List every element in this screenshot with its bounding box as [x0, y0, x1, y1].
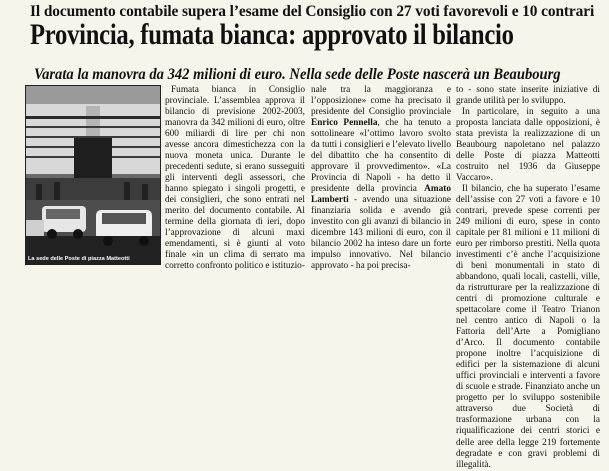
article-column-3	[456, 85, 600, 471]
name-amato-lamberti: Amato Lamberti	[311, 184, 452, 206]
subhead: Varata la manovra da 342 milioni di euro. Nella sede delle Poste nascerà un Beaubourg	[34, 66, 561, 83]
column-3-paragraph-1: to - sono state inserite iniziative di grande utilità per lo sviluppo.	[456, 85, 600, 107]
column-2-text-a: nale tra la maggioranza e l’opposizione» come ha precisato il presidente del Consiglio provinciale	[311, 85, 451, 118]
kicker: Il documento contabile supera l’esame del Consiglio con 27 voti favorevoli e 10 contrari	[30, 3, 595, 20]
column-3-paragraph-2: In particolare, in seguito a una proposta lanciata dalle opposizioni, è stata prevista la realizzazione di un Beaubourg napoletano nel palazzo delle Poste di piazza Matteotti costruito nel 1936 da Giuseppe Vaccaro».	[456, 107, 600, 184]
column-1-text: Fumata bianca in Consiglio provinciale. L’assemblea approva il bilancio di previsione 2002-2003, manovra da 342 milioni di euro, oltre 600 miliardi di lire per chi non avesse ancora dimestichezza con la nuova moneta unica. Durante le precedenti sedute, si erano susseguiti gli interventi degli assessori, che hanno spiegato i singoli progetti, e dei consiglieri, che sono entrati nel merito del documento contabile. Al termine della giornata di ieri, dopo l’approvazione di alcuni maxi emendamenti, si è giunti al voto finale «in un clima di serrato ma corretto confronto politico e istituzio-	[165, 85, 305, 272]
column-2-text-c: - avendo una situazione finanziaria solida e avendo già investito con gli avanzi di bilancio in dicembre 143 milioni di euro, con il bilancio 2002 ha inteso dare un forte impulso innovativo. Nel bilancio approvato - ha poi precisa-	[311, 195, 451, 272]
photo-poste-building	[25, 85, 161, 265]
column-3-paragraph-3: Il bilancio, che ha superato l’esame dell’assise con 27 voti a favore e 10 contrari, prevede spese correnti per 249 milioni di euro, spese in conto capitale per 81 milioni e 11 milioni di euro per rimborso prestiti. Nella quota investimenti c’è anche l’acquisizione di beni monumentali in stato di abbandono, quali locali, castelli, ville, da ristrutturare per la realizzazione di centri di promozione culturale e spettacolare come il Teatro Trianon nel centro antico di Napoli o la Fattoria dell’Arte a Pomigliano d’Arco. Il documento contabile propone inoltre l’acquisizione di edifici per la sistemazione di alcuni uffici provinciali e interventi a favore di scuole e strade. Finanziato anche un progetto per lo sviluppo sostenibile attraverso due Società di trasformazione urbana con la riqualificazione dei centri storici e delle aree della legge 219 fortemente degradate e con gravi problemi di illegalità.	[456, 184, 600, 470]
article-column-1	[165, 85, 305, 272]
column-2-text-b: , che ha tenuto a sottolineare «l’ottimo lavoro svolto da tutti i consiglieri e l’elevato livello del dibattito che ha consentito di approvare il provvedimento». «La Provincia di Napoli - ha detto il presidente della provincia	[311, 118, 451, 195]
headline: Provincia, fumata bianca: approvato il bilancio	[30, 18, 514, 51]
photo-caption: La sede delle Poste di piazza Matteotti	[28, 256, 130, 262]
name-enrico-pennella: Enrico Pennella	[311, 118, 378, 129]
column-2-text	[311, 85, 451, 272]
photo-image	[26, 86, 160, 264]
article-column-2	[311, 85, 451, 272]
